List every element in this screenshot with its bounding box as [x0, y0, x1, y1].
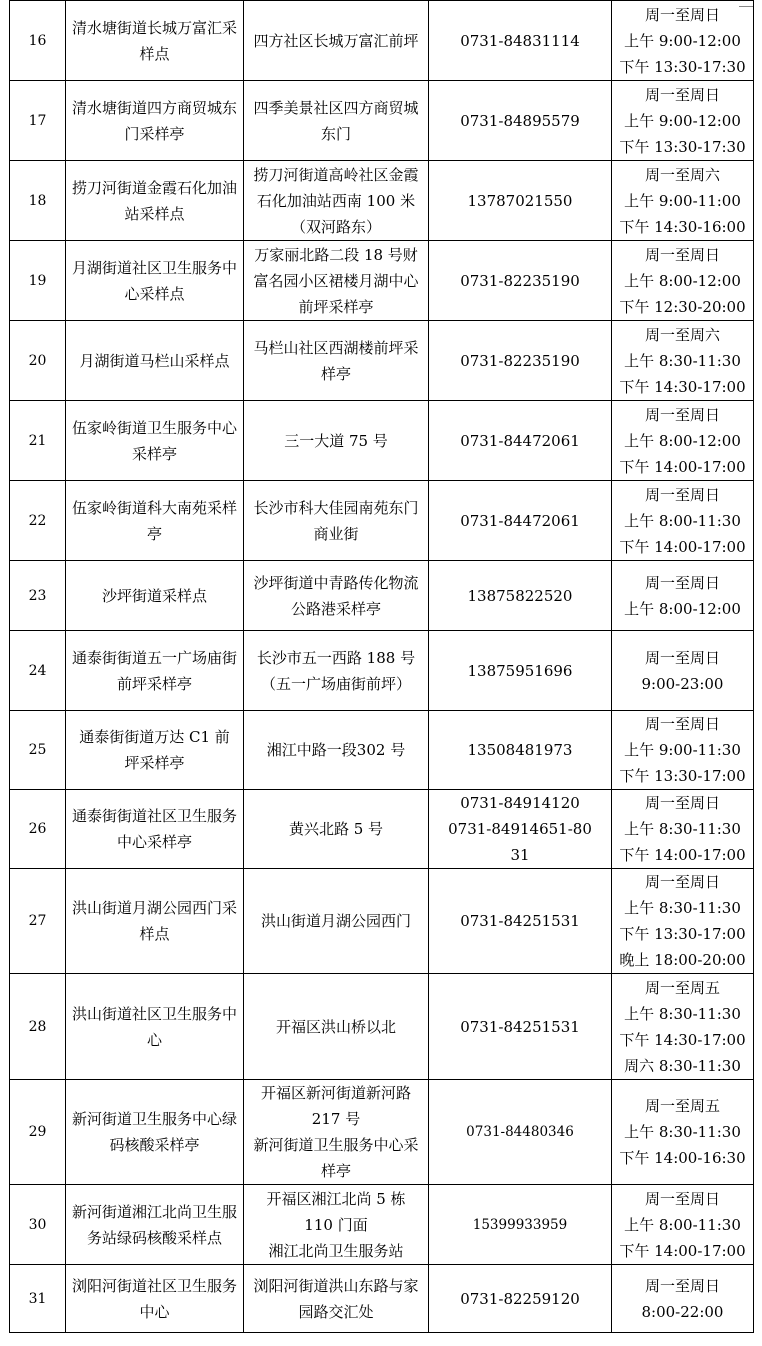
phone-line: 13508481973	[467, 741, 573, 759]
phone-cell	[429, 561, 612, 631]
address-line: 四季美景社区四方商贸城东门	[253, 98, 419, 143]
row-number-cell: 30	[10, 1185, 66, 1265]
address-cell	[244, 561, 429, 631]
hours-line: 周一至周日	[644, 405, 720, 424]
phone-line: 13875822520	[467, 586, 573, 605]
phone-line: 0731-84914120	[460, 794, 580, 812]
table-row	[10, 974, 754, 1080]
phone-cell	[429, 1080, 612, 1185]
site-name-cell: 浏阳河街道社区卫生服务中心	[66, 1265, 244, 1333]
table-body	[10, 1, 754, 1333]
phone-line: 0731-82259120	[460, 1289, 580, 1308]
row-number-cell: 19	[10, 241, 66, 321]
hours-cell	[612, 241, 754, 321]
hours-line: 周一至周日	[644, 715, 720, 733]
hours-line: 上午 8:00-12:00	[624, 599, 741, 618]
address-cell	[244, 401, 429, 481]
address-line: 捞刀河街道高岭社区金霞石化加油站西南 100 米（双河路东）	[253, 165, 419, 236]
address-line: 开福区洪山桥以北	[275, 1017, 396, 1036]
phone-line: 15399933959	[472, 1216, 568, 1233]
phone-cell	[429, 241, 612, 321]
hours-line: 周一至周日	[644, 1276, 720, 1295]
phone-cell	[429, 974, 612, 1080]
hours-line: 下午 14:00-17:00	[619, 1241, 746, 1260]
hours-line: 周一至周日	[644, 5, 720, 24]
phone-line: 0731-84472061	[460, 431, 580, 450]
phone-cell	[429, 1265, 612, 1333]
hours-line: 上午 9:00-12:00	[624, 31, 741, 50]
phone-line: 0731-84251531	[460, 912, 580, 930]
address-cell	[244, 1080, 429, 1185]
hours-cell	[612, 1080, 754, 1185]
row-number-cell: 26	[10, 790, 66, 869]
table-row	[10, 81, 754, 161]
hours-cell	[612, 631, 754, 711]
hours-cell	[612, 321, 754, 401]
table-row	[10, 1, 754, 81]
row-number-cell: 29	[10, 1080, 66, 1185]
hours-line: 周一至周五	[644, 1097, 720, 1115]
hours-line: 下午 14:00-17:00	[619, 457, 746, 476]
phone-line: 0731-82235190	[460, 271, 580, 290]
hours-line: 下午 13:30-17:30	[619, 57, 746, 76]
hours-line: 周一至周日	[644, 794, 720, 812]
address-line: 湘江中路一段302 号	[266, 741, 406, 759]
address-line: 马栏山社区西湖楼前坪采样亭	[253, 338, 419, 383]
address-line: 洪山街道月湖公园西门	[260, 912, 411, 930]
hours-line: 下午 14:00-17:00	[619, 846, 746, 864]
phone-cell	[429, 481, 612, 561]
hours-line: 上午 8:30-11:30	[624, 351, 741, 370]
hours-cell	[612, 974, 754, 1080]
row-number-cell: 20	[10, 321, 66, 401]
hours-line: 下午 14:30-16:00	[619, 217, 746, 236]
hours-line: 上午 9:00-12:00	[624, 111, 741, 130]
phone-line: 0731-84895579	[460, 111, 580, 130]
table-row	[10, 241, 754, 321]
phone-cell	[429, 711, 612, 790]
site-name-cell: 伍家岭街道科大南苑采样亭	[66, 481, 244, 561]
hours-cell	[612, 1265, 754, 1333]
address-cell	[244, 161, 429, 241]
site-name-cell: 月湖街道社区卫生服务中心采样点	[66, 241, 244, 321]
address-line: 黄兴北路 5 号	[288, 820, 384, 838]
site-name-cell: 新河街道湘江北尚卫生服务站绿码核酸采样点	[66, 1185, 244, 1265]
phone-line: 0731-84251531	[460, 1017, 580, 1036]
hours-line: 周一至周日	[644, 648, 720, 667]
address-line: 开福区湘江北尚 5 栋 110 门面	[266, 1189, 406, 1234]
hours-line: 下午 12:30-20:00	[619, 297, 746, 316]
hours-line: 周一至周日	[644, 573, 720, 592]
hours-line: 上午 8:00-12:00	[624, 431, 741, 450]
table-row	[10, 1185, 754, 1265]
hours-cell	[612, 161, 754, 241]
address-cell	[244, 241, 429, 321]
address-line: 万家丽北路二段 18 号财富名园小区裙楼月湖中心前坪采样亭	[253, 245, 419, 316]
table-row	[10, 481, 754, 561]
phone-cell	[429, 790, 612, 869]
table-row	[10, 869, 754, 974]
row-number-cell: 24	[10, 631, 66, 711]
address-cell	[244, 1185, 429, 1265]
hours-line: 上午 9:00-11:30	[624, 741, 741, 759]
hours-line: 下午 13:30-17:00	[619, 767, 746, 785]
hours-cell	[612, 1, 754, 81]
phone-cell	[429, 631, 612, 711]
address-cell	[244, 974, 429, 1080]
address-line: 三一大道 75 号	[284, 431, 388, 450]
hours-cell	[612, 869, 754, 974]
row-number-cell: 23	[10, 561, 66, 631]
hours-line: 周一至周日	[644, 485, 720, 504]
hours-line: 周六 8:30-11:30	[624, 1056, 741, 1075]
address-cell	[244, 869, 429, 974]
table-row	[10, 1265, 754, 1333]
phone-cell	[429, 161, 612, 241]
hours-cell	[612, 481, 754, 561]
hours-cell	[612, 711, 754, 790]
address-cell	[244, 1, 429, 81]
site-name-cell: 捞刀河街道金霞石化加油站采样点	[66, 161, 244, 241]
hours-line: 上午 9:00-11:00	[624, 191, 741, 210]
table-row	[10, 401, 754, 481]
hours-line: 周一至周日	[644, 245, 720, 264]
hours-line: 下午 14:00-16:30	[619, 1149, 746, 1167]
phone-cell	[429, 401, 612, 481]
hours-line: 上午 8:00-11:30	[624, 1215, 741, 1234]
hours-line: 下午 13:30-17:00	[619, 925, 746, 943]
phone-cell	[429, 81, 612, 161]
row-number-cell: 25	[10, 711, 66, 790]
hours-cell	[612, 790, 754, 869]
hours-line: 下午 14:30-17:00	[619, 377, 746, 396]
hours-line: 周一至周日	[644, 85, 720, 104]
site-name-cell: 通泰街街道社区卫生服务中心采样亭	[66, 790, 244, 869]
hours-line: 上午 8:00-11:30	[624, 511, 741, 530]
phone-line: 13875951696	[467, 661, 573, 680]
table-row	[10, 161, 754, 241]
address-line: 浏阳河街道洪山东路与家园路交汇处	[253, 1276, 419, 1321]
row-number-cell: 16	[10, 1, 66, 81]
address-cell	[244, 81, 429, 161]
phone-line: 0731-84831114	[460, 31, 580, 50]
hours-line: 周一至周日	[644, 873, 720, 891]
address-line: 开福区新河街道新河路 217 号	[260, 1084, 411, 1128]
site-name-cell: 洪山街道月湖公园西门采样点	[66, 869, 244, 974]
hours-line: 下午 14:00-17:00	[619, 537, 746, 556]
address-line: 长沙市科大佳园南苑东门商业街	[253, 498, 419, 543]
row-number-cell: 22	[10, 481, 66, 561]
phone-cell	[429, 321, 612, 401]
address-cell	[244, 321, 429, 401]
hours-line: 下午 14:30-17:00	[619, 1030, 746, 1049]
phone-line: 0731-84480346	[466, 1124, 574, 1140]
address-cell	[244, 1265, 429, 1333]
phone-cell	[429, 1185, 612, 1265]
phone-line: 31	[510, 846, 530, 864]
table-row	[10, 790, 754, 869]
address-cell	[244, 631, 429, 711]
address-line: 湘江北尚卫生服务站	[268, 1241, 404, 1260]
hours-cell	[612, 81, 754, 161]
site-name-cell: 新河街道卫生服务中心绿码核酸采样亭	[66, 1080, 244, 1185]
phone-line: 13787021550	[467, 191, 573, 210]
hours-line: 周一至周六	[644, 165, 720, 184]
hours-cell	[612, 561, 754, 631]
row-number-cell: 28	[10, 974, 66, 1080]
hours-cell	[612, 401, 754, 481]
phone-cell	[429, 869, 612, 974]
address-line: 新河街道卫生服务中心采样亭	[253, 1136, 419, 1180]
row-number-cell: 31	[10, 1265, 66, 1333]
hours-line: 上午 8:30-11:30	[624, 1123, 741, 1141]
hours-line: 上午 8:30-11:30	[624, 820, 741, 838]
address-line: 四方社区长城万富汇前坪	[253, 31, 419, 50]
hours-line: 上午 8:30-11:30	[624, 1004, 741, 1023]
hours-line: 8:00-22:00	[641, 1302, 724, 1321]
hours-line: 下午 13:30-17:30	[619, 137, 746, 156]
phone-line: 0731-82235190	[460, 351, 580, 370]
sampling-sites-table	[9, 0, 754, 1333]
address-cell	[244, 790, 429, 869]
hours-line: 周一至周日	[644, 1189, 720, 1208]
address-cell	[244, 481, 429, 561]
row-number-cell: 27	[10, 869, 66, 974]
site-name-cell: 清水塘街道四方商贸城东门采样亭	[66, 81, 244, 161]
table-row	[10, 631, 754, 711]
table-row	[10, 1080, 754, 1185]
address-line: 长沙市五一西路 188 号（五一广场庙街前坪）	[256, 648, 416, 693]
site-name-cell: 通泰街街道万达 C1 前坪采样亭	[66, 711, 244, 790]
hours-line: 9:00-23:00	[641, 674, 724, 693]
table-row	[10, 711, 754, 790]
phone-line: 0731-84472061	[460, 511, 580, 530]
hours-line: 周一至周五	[644, 978, 720, 997]
address-line: 沙坪街道中青路传化物流公路港采样亭	[253, 573, 419, 618]
hours-line: 周一至周六	[644, 325, 720, 344]
phone-cell	[429, 1, 612, 81]
site-name-cell: 伍家岭街道卫生服务中心采样亭	[66, 401, 244, 481]
row-number-cell: 17	[10, 81, 66, 161]
row-number-cell: 18	[10, 161, 66, 241]
hours-line: 上午 8:00-12:00	[624, 271, 741, 290]
address-cell	[244, 711, 429, 790]
row-number-cell: 21	[10, 401, 66, 481]
site-name-cell: 通泰街街道五一广场庙街前坪采样亭	[66, 631, 244, 711]
site-name-cell: 清水塘街道长城万富汇采样点	[66, 1, 244, 81]
hours-line: 晚上 18:00-20:00	[619, 951, 746, 969]
site-name-cell: 洪山街道社区卫生服务中心	[66, 974, 244, 1080]
hours-cell	[612, 1185, 754, 1265]
phone-line: 0731-84914651-80	[448, 820, 592, 838]
site-name-cell: 沙坪街道采样点	[66, 561, 244, 631]
table-row	[10, 561, 754, 631]
site-name-cell: 月湖街道马栏山采样点	[66, 321, 244, 401]
hours-line: 上午 8:30-11:30	[624, 899, 741, 917]
table-row	[10, 321, 754, 401]
